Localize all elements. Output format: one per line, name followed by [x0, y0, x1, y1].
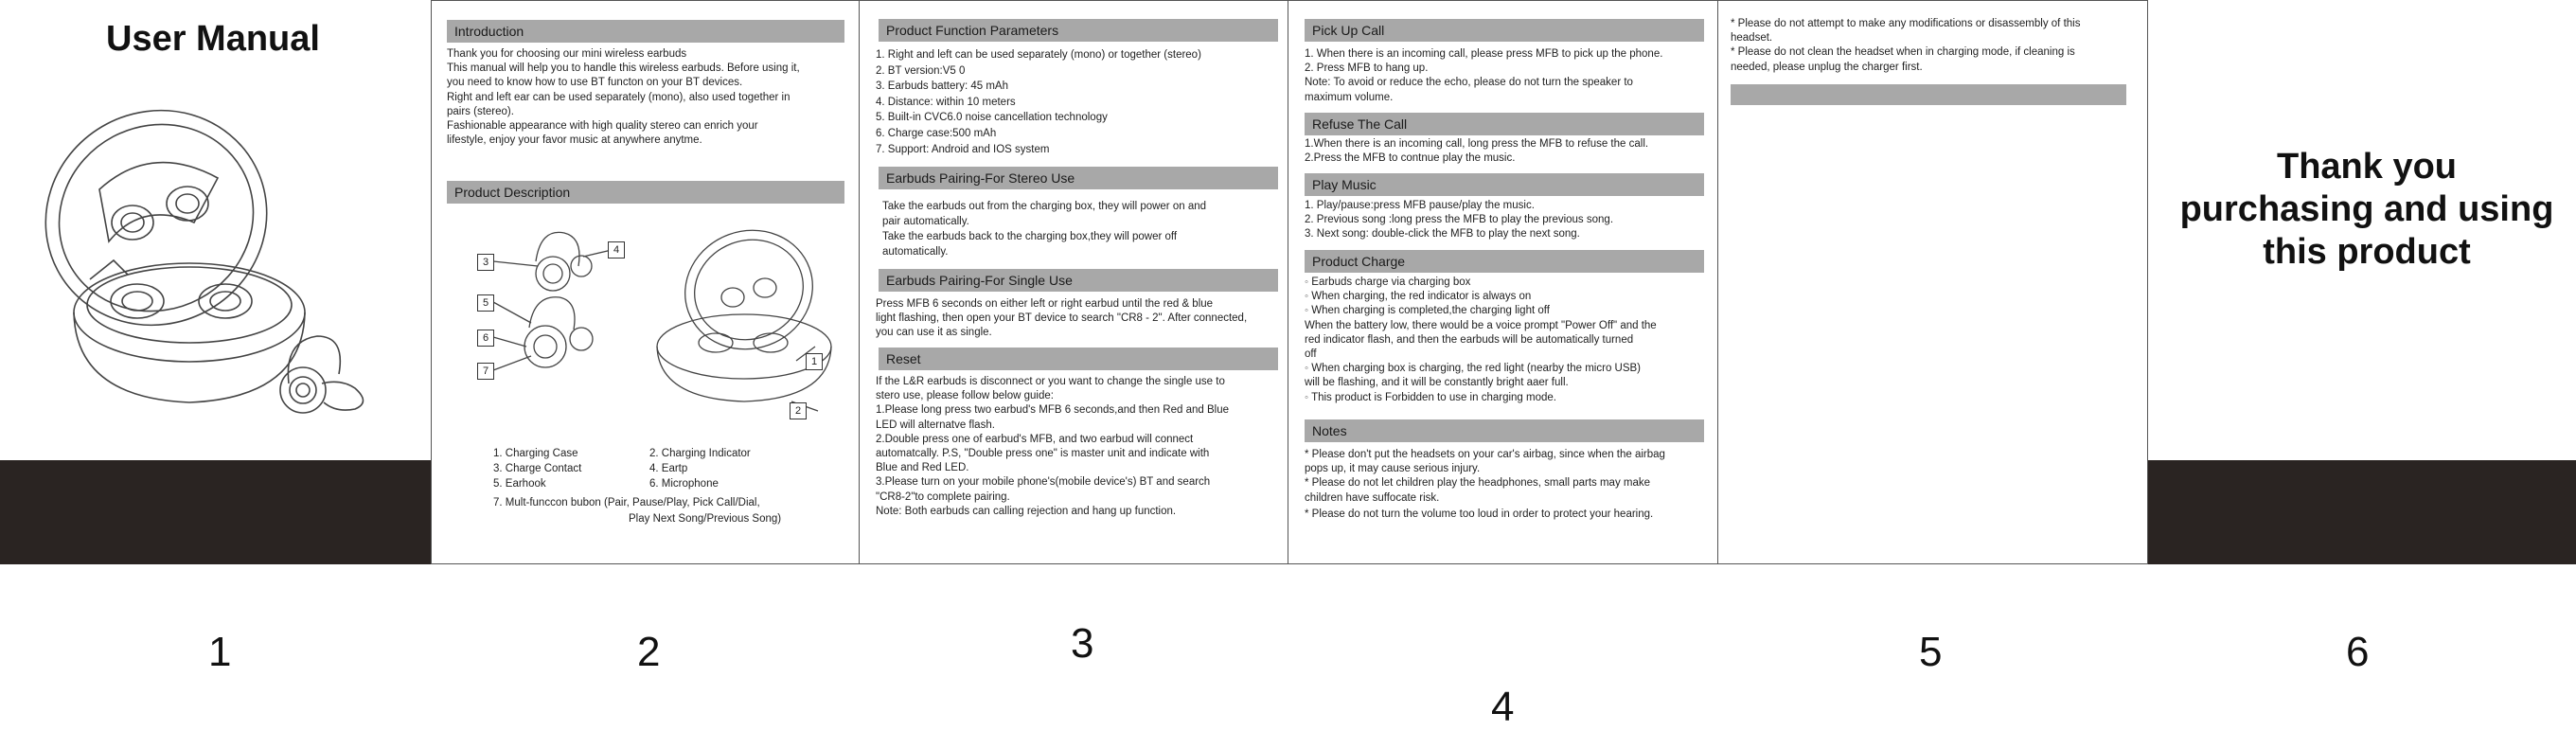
- note-line: * Please don't put the headsets on your car's airbag, since when the airbag: [1305, 449, 1665, 460]
- stereo-line: Take the earbuds out from the charging box, they will power on and: [882, 201, 1207, 212]
- note-line: * Please do not turn the volume too loud in order to protect your hearing.: [1305, 508, 1654, 520]
- manual-title: User Manual: [106, 19, 320, 59]
- earbuds-case-illustration: [0, 0, 431, 460]
- reset-line: If the L&R earbuds is disconnect or you want to change the single use to: [876, 376, 1225, 387]
- page-1: [0, 0, 431, 460]
- intro-line: you need to know how to use BT functon on your BT devices.: [447, 77, 743, 89]
- charge-heading: Product Charge: [1305, 250, 1704, 273]
- parts-list-right: [649, 446, 751, 491]
- reset-line: 3.Please turn on your mobile phone's(mobile device's) BT and search: [876, 476, 1211, 489]
- part-item: 1. Charging Case: [493, 448, 578, 459]
- part-item: 3. Charge Contact: [493, 463, 582, 474]
- note-line: headset.: [1731, 32, 1773, 45]
- page-number-2: 2: [637, 629, 661, 675]
- callout-4: 4: [608, 241, 625, 259]
- thank-you-message: [2168, 146, 2566, 274]
- param-item: 2. BT version:V5 0: [876, 64, 966, 77]
- charge-bullet: ◦ Earbuds charge via charging box: [1305, 276, 1714, 290]
- charge-line: off: [1305, 348, 1317, 361]
- param-item: 4. Distance: within 10 meters: [876, 96, 1016, 108]
- thanks-line: this product: [2263, 232, 2471, 272]
- page-2: [431, 0, 860, 564]
- note-line: * Please do not clean the headset when in charging mode, if cleaning is: [1731, 46, 2075, 59]
- stereo-heading: Earbuds Pairing-For Stereo Use: [879, 167, 1278, 189]
- pickup-text: [1305, 47, 1714, 105]
- note-line: * Please do not let children play the headphones, small parts may make: [1305, 477, 1651, 490]
- page-number-3: 3: [1071, 620, 1094, 667]
- note-line: pops up, it may cause serious injury.: [1305, 463, 1481, 475]
- callout-7: 7: [477, 363, 494, 380]
- reset-line: Blue and Red LED.: [876, 462, 969, 474]
- param-item: 3. Earbuds battery: 45 mAh: [876, 80, 1008, 93]
- dark-band-left: [0, 460, 431, 564]
- charge-bullet: ◦ This product is Forbidden to use in charging mode.: [1305, 391, 1714, 405]
- note-line: * Please do not attempt to make any modifications or disassembly of this: [1731, 18, 2081, 29]
- callout-1: 1: [806, 353, 823, 370]
- reset-line: LED will alternatve flash.: [876, 419, 995, 431]
- refuse-heading: Refuse The Call: [1305, 113, 1704, 135]
- reset-heading: Reset: [879, 348, 1278, 370]
- reset-line: stero use, please follow below guide:: [876, 390, 1054, 402]
- charge-line: will be flashing, and it will be constantly bright aaer full.: [1305, 377, 1569, 389]
- callout-3: 3: [477, 254, 494, 271]
- reset-line: automatcally. P.S, "Double press one" is master unit and indicate with: [876, 448, 1210, 460]
- part-7-line-2: Play Next Song/Previous Song): [629, 513, 782, 525]
- introduction-text: [447, 47, 854, 148]
- callout-2: 2: [790, 402, 807, 419]
- introduction-heading: Introduction: [447, 20, 844, 43]
- charge-text: [1305, 276, 1714, 405]
- part-item: 6. Microphone: [649, 478, 719, 490]
- intro-line: Fashionable appearance with high quality stereo can enrich your: [447, 120, 758, 133]
- blank-gray-bar: [1731, 84, 2126, 105]
- single-line: you can use it as single.: [876, 327, 992, 339]
- refuse-line: 1.When there is an incoming call, long press the MFB to refuse the call.: [1305, 138, 1649, 150]
- thanks-line: purchasing and using: [2179, 189, 2554, 229]
- parts-list-left: [493, 446, 581, 491]
- pickup-line: Note: To avoid or reduce the echo, please do not turn the speaker to: [1305, 77, 1633, 89]
- product-description-heading: Product Description: [447, 181, 844, 204]
- part-item: 4. Eartp: [649, 463, 688, 474]
- note-line: children have suffocate risk.: [1305, 491, 1440, 504]
- function-params-heading: Product Function Parameters: [879, 19, 1278, 42]
- charge-line: When the battery low, there would be a voice prompt "Power Off" and the: [1305, 319, 1657, 331]
- page-number-4: 4: [1491, 684, 1515, 730]
- stereo-text: [882, 199, 1280, 259]
- pickup-line: maximum volume.: [1305, 91, 1394, 103]
- function-params-list: [876, 47, 1283, 157]
- param-item: 1. Right and left can be used separately (mono) or together (stereo): [876, 49, 1201, 61]
- page-5: [1717, 0, 2148, 564]
- reset-line: 2.Double press one of earbud's MFB, and two earbud will connect: [876, 433, 1194, 445]
- page5-notes: [1731, 17, 2140, 75]
- charge-line: red indicator flash, and then the earbuds will be automatically turned: [1305, 333, 1634, 346]
- intro-line: pairs (stereo).: [447, 105, 514, 117]
- param-item: 7. Support: Android and IOS system: [876, 143, 1050, 155]
- charge-bullet: ◦ When charging box is charging, the red light (nearby the micro USB): [1305, 362, 1714, 376]
- music-text: [1305, 199, 1714, 242]
- page-number-6: 6: [2346, 629, 2370, 675]
- page-number-1: 1: [208, 629, 232, 675]
- page-3: [859, 0, 1288, 564]
- reset-line: 1.Please long press two earbud's MFB 6 seconds,and then Red and Blue: [876, 404, 1229, 417]
- intro-line: This manual will help you to handle this wireless earbuds. Before using it,: [447, 62, 800, 75]
- single-text: [876, 297, 1285, 341]
- notes-text: [1305, 448, 1714, 522]
- stereo-line: automatically.: [882, 246, 949, 258]
- stereo-line: pair automatically.: [882, 216, 969, 227]
- refuse-line: 2.Press the MFB to contnue play the music.: [1305, 152, 1516, 165]
- music-line: 2. Previous song :long press the MFB to play the previous song.: [1305, 214, 1614, 226]
- music-line: 3. Next song: double-click the MFB to play the next song.: [1305, 228, 1580, 241]
- pickup-heading: Pick Up Call: [1305, 19, 1704, 42]
- pickup-line: 1. When there is an incoming call, please press MFB to pick up the phone.: [1305, 48, 1663, 60]
- callout-5: 5: [477, 294, 494, 312]
- param-item: 5. Built-in CVC6.0 noise cancellation technology: [876, 112, 1108, 124]
- notes-heading: Notes: [1305, 419, 1704, 442]
- param-item: 6. Charge case:500 mAh: [876, 127, 997, 139]
- reset-line: "CR8-2"to complete pairing.: [876, 490, 1010, 503]
- pickup-line: 2. Press MFB to hang up.: [1305, 62, 1429, 75]
- music-heading: Play Music: [1305, 173, 1704, 196]
- intro-line: Right and left ear can be used separately (mono), also used together in: [447, 91, 791, 103]
- refuse-text: [1305, 137, 1714, 166]
- stereo-line: Take the earbuds back to the charging box,they will power off: [882, 231, 1178, 242]
- reset-line: Note: Both earbuds can calling rejection and hang up function.: [876, 505, 1177, 517]
- part-item: 5. Earhook: [493, 478, 546, 490]
- single-heading: Earbuds Pairing-For Single Use: [879, 269, 1278, 292]
- charge-bullet: ◦ When charging is completed,the charging light off: [1305, 304, 1714, 318]
- intro-line: lifestyle, enjoy your favor music at anywhere anytme.: [447, 134, 702, 147]
- part-7-line-1: 7. Mult-funccon bubon (Pair, Pause/Play, Pick Call/Dial,: [493, 497, 760, 508]
- reset-text: [876, 375, 1285, 519]
- charge-bullet: ◦ When charging, the red indicator is always on: [1305, 290, 1714, 304]
- single-line: Press MFB 6 seconds on either left or right earbud until the red & blue: [876, 298, 1214, 310]
- thanks-line: Thank you: [2276, 147, 2458, 187]
- page-number-5: 5: [1919, 629, 1943, 675]
- callout-6: 6: [477, 330, 494, 347]
- single-line: light flashing, then open your BT device to search "CR8 - 2". After connected,: [876, 312, 1248, 325]
- intro-line: Thank you for choosing our mini wireless earbuds: [447, 48, 687, 60]
- note-line: needed, please unplug the charger first.: [1731, 61, 1923, 73]
- part-item: 2. Charging Indicator: [649, 448, 751, 459]
- dark-band-right: [2147, 460, 2576, 564]
- music-line: 1. Play/pause:press MFB pause/play the music.: [1305, 200, 1535, 211]
- page-4: [1288, 0, 1718, 564]
